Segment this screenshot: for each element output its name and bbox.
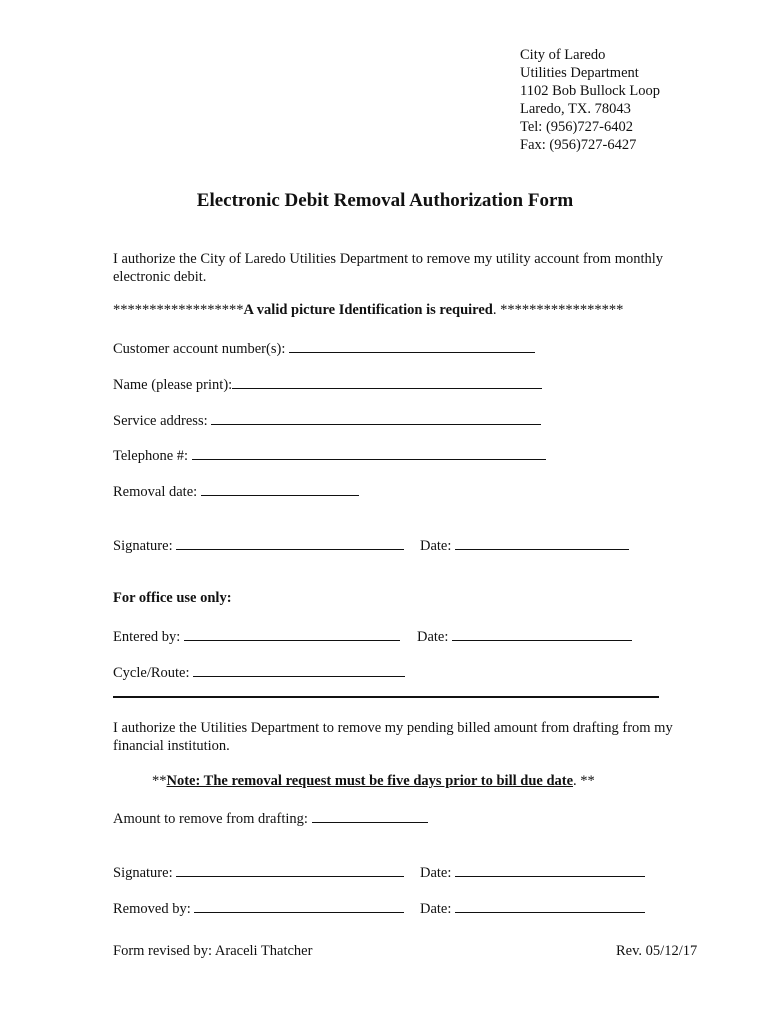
- amount-field[interactable]: [113, 809, 428, 828]
- office-use-heading: For office use only:: [113, 590, 232, 606]
- pending-signature-field[interactable]: [113, 863, 404, 882]
- name-label: Name (please print):: [113, 377, 233, 393]
- amount-label: Amount to remove from drafting:: [113, 811, 308, 827]
- address-fax: Fax: (956)727-6427: [520, 137, 637, 153]
- section-divider: [113, 696, 659, 698]
- service-address-label: Service address:: [113, 413, 208, 429]
- note-text: Note: The removal request must be five days prior to bill due date: [166, 773, 574, 789]
- id-notice-stars-left: ******************: [113, 302, 244, 318]
- name-field[interactable]: [113, 375, 542, 394]
- note-suffix: . **: [573, 773, 595, 789]
- pending-signature-line[interactable]: [176, 863, 404, 877]
- signature-date-line[interactable]: [455, 536, 629, 550]
- address-line-dept: Utilities Department: [520, 65, 639, 81]
- telephone-field[interactable]: [113, 446, 546, 465]
- account-number-field[interactable]: [113, 339, 535, 358]
- signature-field[interactable]: [113, 536, 404, 555]
- id-notice-stars-right: . *****************: [492, 302, 624, 318]
- amount-line[interactable]: [312, 809, 428, 823]
- department-address: [520, 46, 660, 154]
- entered-by-line[interactable]: [184, 627, 400, 641]
- telephone-line[interactable]: [192, 446, 546, 460]
- removed-by-field[interactable]: [113, 899, 404, 918]
- removed-date-label: Date:: [420, 901, 452, 917]
- removed-date-line[interactable]: [455, 899, 645, 913]
- account-number-line[interactable]: [289, 339, 535, 353]
- signature-date-label: Date:: [420, 538, 452, 554]
- cycle-route-label: Cycle/Route:: [113, 665, 190, 681]
- removal-date-line[interactable]: [201, 482, 359, 496]
- intro-paragraph: I authorize the City of Laredo Utilities Department to remove my utility account from monthly electronic debit.: [113, 251, 664, 285]
- address-line-citystate: Laredo, TX. 78043: [520, 101, 631, 117]
- pending-signature-label: Signature:: [113, 865, 173, 881]
- pending-date-field[interactable]: [420, 863, 645, 882]
- footer-revision: Rev. 05/12/17: [616, 943, 698, 959]
- id-notice: [113, 302, 623, 319]
- form-title: Electronic Debit Removal Authorization Form: [196, 190, 574, 211]
- name-line[interactable]: [232, 375, 542, 389]
- signature-label: Signature:: [113, 538, 173, 554]
- cycle-route-field[interactable]: [113, 663, 405, 682]
- account-number-label: Customer account number(s):: [113, 341, 286, 357]
- cycle-route-line[interactable]: [193, 663, 405, 677]
- address-line-city: City of Laredo: [520, 47, 606, 63]
- removed-by-label: Removed by:: [113, 901, 191, 917]
- note-prefix: **: [152, 773, 167, 789]
- service-address-line[interactable]: [211, 411, 541, 425]
- removal-date-label: Removal date:: [113, 484, 198, 500]
- office-date-line[interactable]: [452, 627, 632, 641]
- entered-by-field[interactable]: [113, 627, 400, 646]
- pending-date-label: Date:: [420, 865, 452, 881]
- service-address-field[interactable]: [113, 411, 541, 430]
- id-notice-text: A valid picture Identification is required: [243, 302, 493, 318]
- pending-paragraph: I authorize the Utilities Department to remove my pending billed amount from drafting from my financial institution.: [113, 720, 673, 754]
- entered-by-label: Entered by:: [113, 629, 181, 645]
- removed-date-field[interactable]: [420, 899, 645, 918]
- signature-line[interactable]: [176, 536, 404, 550]
- address-tel: Tel: (956)727-6402: [520, 119, 633, 135]
- telephone-label: Telephone #:: [113, 448, 189, 464]
- address-line-street: 1102 Bob Bullock Loop: [520, 83, 661, 99]
- due-date-note: [152, 773, 595, 790]
- removed-by-line[interactable]: [194, 899, 404, 913]
- signature-date-field[interactable]: [420, 536, 629, 555]
- footer-revised-by: Form revised by: Araceli Thatcher: [113, 943, 313, 959]
- office-date-label: Date:: [417, 629, 449, 645]
- pending-date-line[interactable]: [455, 863, 645, 877]
- office-date-field[interactable]: [417, 627, 632, 646]
- removal-date-field[interactable]: [113, 482, 359, 501]
